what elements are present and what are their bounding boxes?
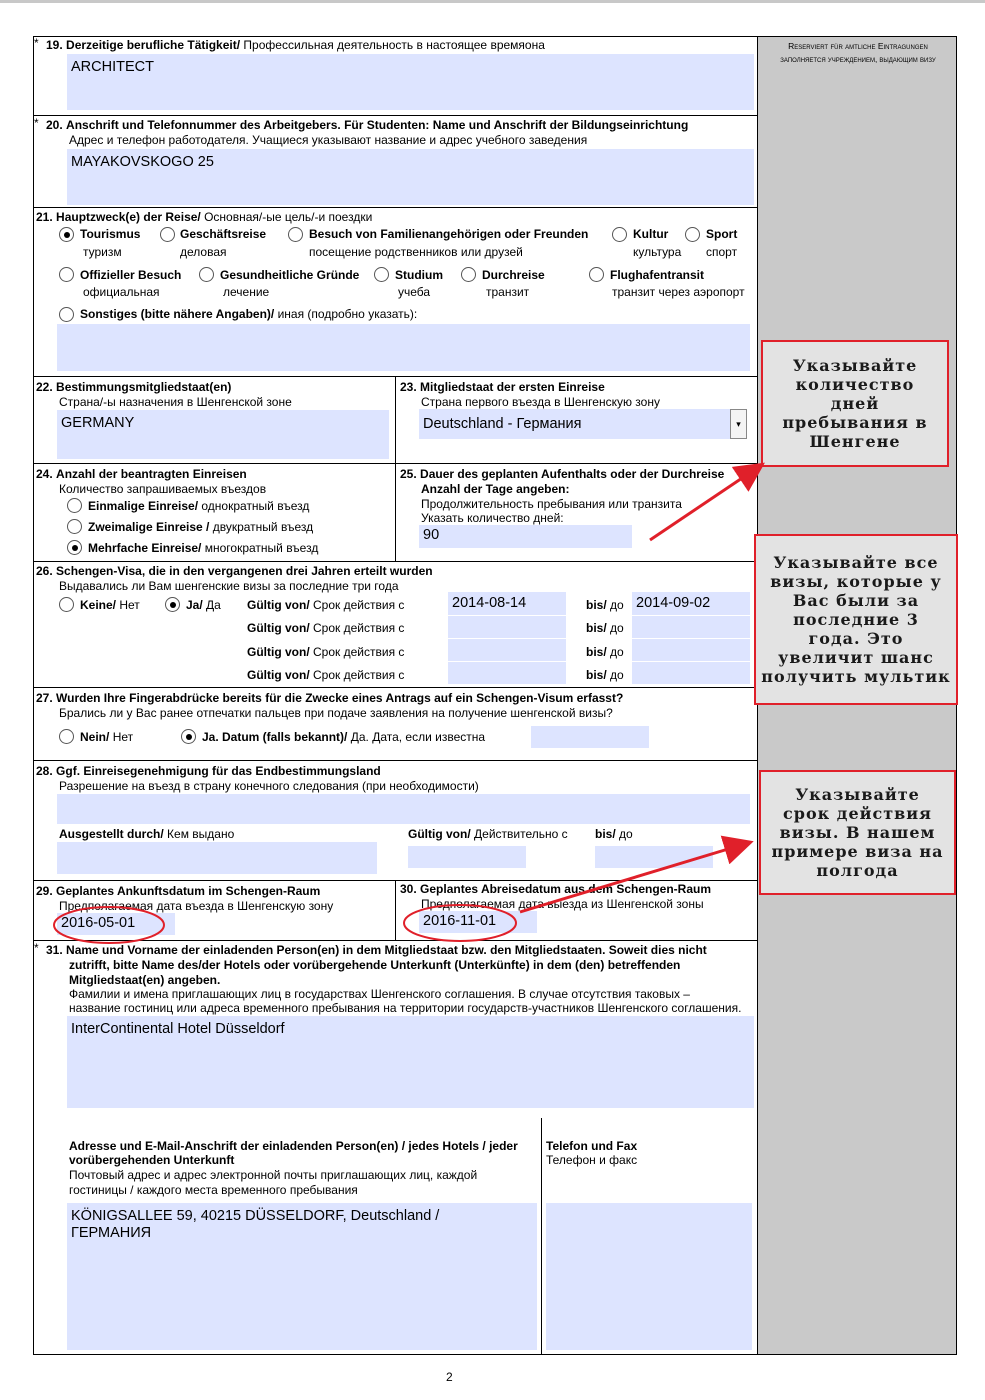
opt-ru: транзит bbox=[486, 285, 530, 299]
addr-label2: vorübergehenden Unterkunft bbox=[69, 1153, 235, 1167]
f25-label: 25. Dauer des geplanten Aufenthalts oder der Durchreise bbox=[400, 467, 725, 481]
valid-from-label: Gültig von/ Срок действия с bbox=[247, 621, 405, 635]
f25-ru: Продолжительность пребывания или транзита bbox=[421, 497, 682, 511]
reserved-line2: заполняется учреждением, выдающим визу bbox=[780, 55, 936, 64]
addr-ru1: Почтовый адрес и адрес электронной почты приглашающих лиц, каждой bbox=[69, 1168, 478, 1182]
opt-label: Sonstiges (bitte nähere Angaben)/ иная (подробно указать): bbox=[80, 307, 418, 321]
f23-label: 23. Mitgliedstaat der ersten Einreise bbox=[400, 380, 605, 394]
f31-ru2: название гостиниц или адреса временного пребывания на территории государств-участников Шенгенского соглашения. bbox=[69, 1001, 742, 1015]
issued-label: Ausgestellt durch/ Кем выдано bbox=[59, 827, 235, 841]
note-validity: Указывайте срок действия визы. В нашем примере виза на полгода bbox=[759, 770, 956, 895]
valid-from-label: Gültig von/ Срок действия с bbox=[247, 668, 405, 682]
f28-label: 28. Ggf. Einreisegenehmigung für das Endbestimmungsland bbox=[36, 764, 381, 778]
addr-label1: Adresse und E-Mail-Anschrift der einladenden Person(en) / jedes Hotels / jeder bbox=[69, 1139, 518, 1153]
opt-label: Kultur bbox=[633, 227, 669, 241]
f26-label: 26. Schengen-Visa, die in den vergangenen drei Jahren erteilt wurden bbox=[36, 564, 433, 578]
reserved-line1: Reserviert für amtliche Eintragungen bbox=[788, 41, 928, 51]
f31-label3: Mitgliedstaat(en) angeben. bbox=[69, 973, 221, 987]
f22-ru: Страна/-ы назначения в Шенгенской зоне bbox=[59, 395, 292, 409]
f31-label2: zutrifft, bitte Name des/der Hotels oder vorübergehende Unterkunft (Unterkünfte) in dem (den) betreffenden bbox=[69, 958, 681, 972]
opt-ru: официальная bbox=[83, 285, 160, 299]
opt-ru: посещение родственников или друзей bbox=[309, 245, 523, 259]
valid-from-label: Gültig von/ Срок действия с bbox=[247, 645, 405, 659]
required-mark: * bbox=[34, 36, 39, 50]
opt-label: Studium bbox=[395, 268, 443, 282]
to-label: bis/ до bbox=[595, 827, 633, 841]
opt-label: Offizieller Besuch bbox=[80, 268, 182, 282]
f31-ru1: Фамилии и имена приглашающих лиц в государствах Шенгенского соглашения. В случае отсутствия таковых – bbox=[69, 987, 690, 1001]
addr-value2: ГЕРМАНИЯ bbox=[71, 1225, 152, 1241]
occupation-field[interactable]: ARCHITECT bbox=[67, 54, 754, 110]
opt-ru: спорт bbox=[706, 245, 738, 259]
opt-ru: культура bbox=[633, 245, 682, 259]
addr-ru2: гостиницы / каждого места временного пребывания bbox=[69, 1183, 358, 1197]
opt-label: Ja. Datum (falls bekannt)/ Да. Дата, если известна bbox=[202, 730, 486, 744]
visa-to-1: 2014-09-02 bbox=[636, 595, 711, 611]
first-entry-select[interactable]: Deutschland - Германия bbox=[419, 409, 730, 439]
arrival-circle bbox=[54, 907, 164, 943]
opt-ru: лечение bbox=[223, 285, 270, 299]
page-number: 2 bbox=[446, 1370, 453, 1384]
destination-field[interactable]: GERMANY bbox=[57, 410, 389, 459]
f25-label2: Anzahl der Tage angeben: bbox=[421, 482, 570, 496]
f24-ru: Количество запрашиваемых въездов bbox=[59, 482, 267, 496]
departure-date-field[interactable]: 2016-11-01 bbox=[419, 911, 537, 933]
f23-ru: Страна первого въезда в Шенгенскую зону bbox=[421, 395, 660, 409]
f25-ru2: Указать количество дней: bbox=[421, 511, 564, 525]
host-name-field[interactable]: InterContinental Hotel Düsseldorf bbox=[67, 1016, 754, 1108]
opt-label: Sport bbox=[706, 227, 738, 241]
f26-ru: Выдавались ли Вам шенгенские визы за последние три года bbox=[59, 579, 399, 593]
opt-ru: туризм bbox=[83, 245, 122, 259]
employer-field[interactable]: MAYAKOVSKOGO 25 bbox=[67, 149, 754, 205]
f22-label: 22. Bestimmungsmitgliedstaat(en) bbox=[36, 380, 232, 394]
valid-to-label: bis/ до bbox=[586, 621, 624, 635]
opt-label: Zweimalige Einreise / двукратный въезд bbox=[88, 520, 314, 534]
tel-ru: Телефон и факс bbox=[546, 1153, 638, 1167]
arrival-date-field[interactable]: 2016-05-01 bbox=[57, 913, 175, 935]
f29-label: 29. Geplantes Ankunftsdatum im Schengen-Raum bbox=[36, 884, 321, 898]
f28-ru: Разрешение на въезд в страну конечного следования (при необходимости) bbox=[59, 779, 479, 793]
visa-from-1: 2014-08-14 bbox=[452, 595, 527, 611]
valid-to-label: bis/ до bbox=[586, 668, 624, 682]
f27-ru: Брались ли у Вас ранее отпечатки пальцев при подаче заявления на получение шенгенской визы? bbox=[59, 706, 613, 720]
f24-label: 24. Anzahl der beantragten Einreisen bbox=[36, 467, 247, 481]
f20-label: 20. Anschrift und Telefonnummer des Arbeitgebers. Für Studenten: Name und Anschrift der Bildungseinrichtung bbox=[46, 118, 689, 132]
valid-label: Gültig von/ Действительно с bbox=[408, 827, 568, 841]
valid-to-label: bis/ до bbox=[586, 645, 624, 659]
required-mark: * bbox=[34, 116, 39, 130]
f29-ru: Предполагаемая дата въезда в Шенгенскую зону bbox=[59, 899, 334, 913]
duration-field[interactable]: 90 bbox=[419, 525, 632, 548]
addr-value1: KÖNIGSALLEE 59, 40215 DÜSSELDORF, Deutschland / bbox=[71, 1208, 440, 1224]
valid-to-label: bis/ до bbox=[586, 598, 624, 612]
f20-ru: Адрес и телефон работодателя. Учащиеся указывают название и адрес учебного заведения bbox=[69, 133, 588, 147]
f21-label: 21. Hauptzweck(e) der Reise/ Основная/-ые цель/-и поездки bbox=[36, 210, 373, 224]
opt-label: Einmalige Einreise/ однократный въезд bbox=[88, 499, 310, 513]
f27-label: 27. Wurden Ihre Fingerabdrücke bereits für die Zwecke eines Antrags auf ein Schengen-Visum erfasst? bbox=[36, 691, 624, 705]
tel-label: Telefon und Fax bbox=[546, 1139, 638, 1153]
opt-label: Gesundheitliche Gründe bbox=[220, 268, 360, 282]
required-mark: * bbox=[34, 941, 39, 955]
arrow-to-days-note bbox=[650, 466, 760, 540]
departure-circle bbox=[404, 905, 516, 941]
f19-label: 19. Derzeitige berufliche Tätigkeit/ Профессильная деятельность в настоящее времяона bbox=[46, 38, 545, 52]
dropdown-arrow-icon[interactable]: ▾ bbox=[730, 409, 747, 439]
f31-label: 31. Name und Vorname der einladenden Person(en) in dem Mitgliedstaat bzw. den Mitgliedstaaten. Soweit dies nicht bbox=[46, 943, 707, 957]
f30-label: 30. Geplantes Abreisedatum aus dem Schengen-Raum bbox=[400, 882, 711, 896]
opt-label: Geschäftsreise bbox=[180, 227, 267, 241]
opt-ru: деловая bbox=[180, 245, 227, 259]
opt-label: Flughafentransit bbox=[610, 268, 705, 282]
opt-label: Durchreise bbox=[482, 268, 545, 282]
valid-from-label: Gültig von/ Срок действия с bbox=[247, 598, 405, 612]
opt-ru: учеба bbox=[398, 285, 431, 299]
note-visas: Указывайте все визы, которые у Вас были за последние 3 года. Это увеличит шанс получить мультик bbox=[754, 534, 958, 705]
opt-label: Nein/ Нет bbox=[80, 730, 134, 744]
opt-ru: транзит через аэропорт bbox=[612, 285, 745, 299]
opt-label: Ja/ Да bbox=[186, 598, 221, 612]
f30-ru: Предполагаемая дата выезда из Шенгенской зоны bbox=[421, 897, 704, 911]
opt-label: Keine/ Нет bbox=[80, 598, 140, 612]
opt-label: Besuch von Familienangehörigen oder Freunden bbox=[309, 227, 589, 241]
opt-label: Tourismus bbox=[80, 227, 141, 241]
opt-label: Mehrfache Einreise/ многократный въезд bbox=[88, 541, 319, 555]
arrow-to-validity-note bbox=[520, 843, 748, 912]
note-days: Указывайте количество дней пребывания в Шенгене bbox=[761, 340, 949, 467]
